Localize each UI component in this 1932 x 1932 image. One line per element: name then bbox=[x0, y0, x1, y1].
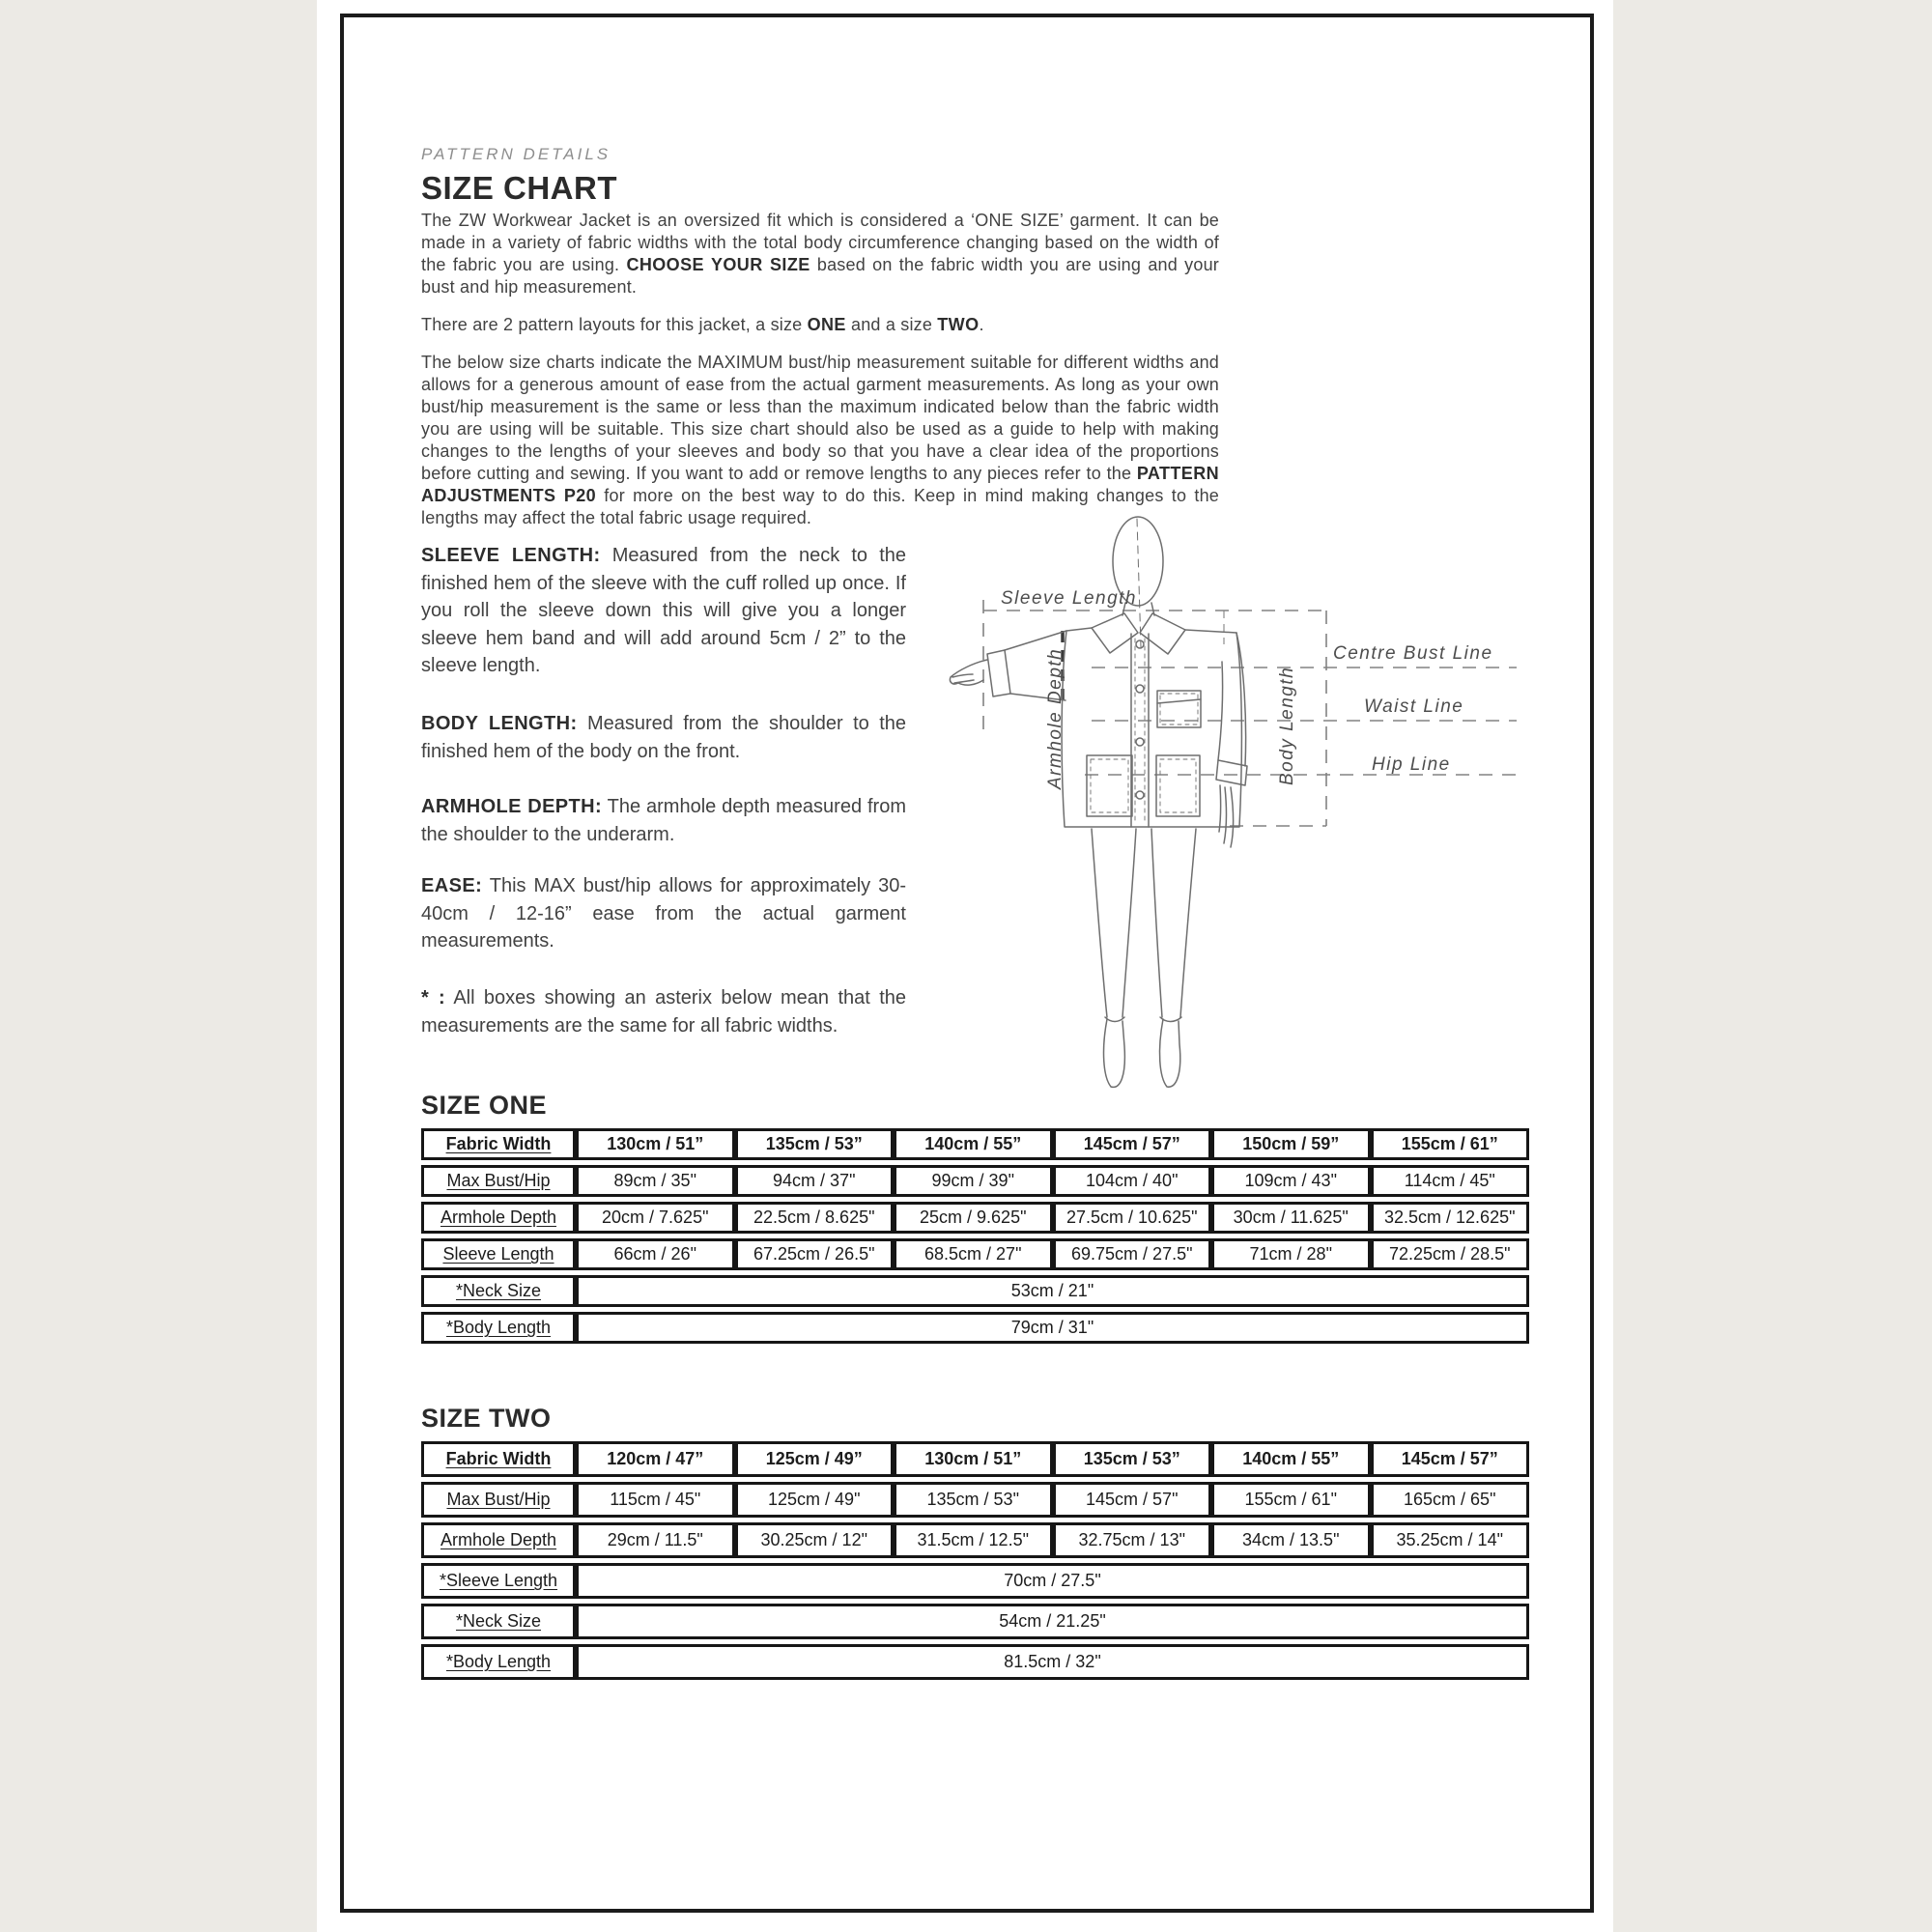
intro-paragraph-1 bbox=[421, 210, 1219, 298]
definition-text: This MAX bust/hip allows for approximately 30-40cm / 12-16” ease from the actual garment measurements. bbox=[421, 875, 906, 952]
column-header: 135cm / 53” bbox=[1053, 1441, 1212, 1477]
definition-term: EASE: bbox=[421, 875, 483, 896]
intro-p3-text-end: for more on the best way to do this. Keep in mind making changes to the lengths may affect the total fabric usage required. bbox=[421, 486, 1219, 527]
table-row-body-length bbox=[421, 1644, 1529, 1680]
definition-term: * : bbox=[421, 987, 446, 1009]
definition-term: BODY LENGTH: bbox=[421, 713, 578, 734]
table-row-max-bust-hip bbox=[421, 1165, 1529, 1197]
table-header-row bbox=[421, 1441, 1529, 1477]
cell: 68.5cm / 27" bbox=[894, 1238, 1053, 1270]
lower-pocket-left-stitching bbox=[1091, 759, 1128, 812]
column-header: 145cm / 57” bbox=[1053, 1128, 1212, 1160]
column-header-fabric-width: Fabric Width bbox=[421, 1128, 576, 1160]
definition-text: All boxes showing an asterix below mean that the measurements are the same for all fabric widths. bbox=[421, 987, 906, 1037]
right-sleeve-inner bbox=[1218, 662, 1223, 760]
cell: 32.75cm / 13" bbox=[1053, 1522, 1212, 1558]
table-row-body-length bbox=[421, 1312, 1529, 1344]
table-row-armhole-depth bbox=[421, 1202, 1529, 1234]
cell: 34cm / 13.5" bbox=[1211, 1522, 1371, 1558]
eyebrow-label: PATTERN DETAILS bbox=[421, 145, 611, 163]
table-header-row bbox=[421, 1128, 1529, 1160]
left-leg-outer bbox=[1092, 829, 1107, 1017]
column-header: 140cm / 55” bbox=[894, 1128, 1053, 1160]
table-row-sleeve-length bbox=[421, 1238, 1529, 1270]
table-row-neck-size bbox=[421, 1604, 1529, 1639]
right-foot bbox=[1160, 1019, 1180, 1087]
definition-sleeve-length bbox=[421, 542, 906, 680]
armhole-depth-diagram-label: Armhole Depth bbox=[1045, 647, 1065, 789]
cell: 20cm / 7.625" bbox=[576, 1202, 735, 1234]
cell: 89cm / 35" bbox=[576, 1165, 735, 1197]
size-one-table bbox=[421, 1123, 1529, 1349]
definition-term: SLEEVE LENGTH: bbox=[421, 545, 601, 566]
cell: 115cm / 45" bbox=[576, 1482, 735, 1518]
chest-pocket bbox=[1157, 691, 1201, 727]
size-two-table bbox=[421, 1436, 1529, 1685]
cell: 27.5cm / 10.625" bbox=[1053, 1202, 1212, 1234]
cell: 22.5cm / 8.625" bbox=[735, 1202, 895, 1234]
cell: 29cm / 11.5" bbox=[576, 1522, 735, 1558]
intro-paragraph-2 bbox=[421, 314, 1219, 336]
column-header: 135cm / 53” bbox=[735, 1128, 895, 1160]
cell: 104cm / 40" bbox=[1053, 1165, 1212, 1197]
right-cuff-band bbox=[1216, 760, 1247, 785]
left-ankle bbox=[1105, 1017, 1124, 1022]
intro-p1-text-end: based on the fabric width you are using and your bust and hip measurement. bbox=[421, 255, 1219, 297]
lower-pocket-right bbox=[1156, 755, 1200, 816]
size-one-heading: SIZE ONE bbox=[421, 1091, 548, 1120]
column-header: 130cm / 51” bbox=[576, 1128, 735, 1160]
chest-pocket-flap bbox=[1157, 699, 1201, 703]
cell: 35.25cm / 14" bbox=[1371, 1522, 1530, 1558]
row-label: *Neck Size bbox=[421, 1275, 576, 1307]
table-row-max-bust-hip bbox=[421, 1482, 1529, 1518]
document-page bbox=[317, 0, 1613, 1932]
definition-text: The armhole depth measured from the shoulder to the underarm. bbox=[421, 796, 906, 845]
cell: 67.25cm / 26.5" bbox=[735, 1238, 895, 1270]
cell-spanning: 70cm / 27.5" bbox=[576, 1563, 1529, 1599]
centre-bust-line-label: Centre Bust Line bbox=[1333, 643, 1493, 664]
cell-spanning: 81.5cm / 32" bbox=[576, 1644, 1529, 1680]
cuff-band bbox=[987, 650, 1010, 696]
cell-spanning: 53cm / 21" bbox=[576, 1275, 1529, 1307]
cell: 25cm / 9.625" bbox=[894, 1202, 1053, 1234]
jacket-body-outline bbox=[1062, 628, 1241, 827]
intro-p2-text: There are 2 pattern layouts for this jacket, a size bbox=[421, 315, 808, 334]
definition-asterisk-note bbox=[421, 984, 906, 1039]
row-label: Armhole Depth bbox=[421, 1202, 576, 1234]
cell: 109cm / 43" bbox=[1211, 1165, 1371, 1197]
page-title: SIZE CHART bbox=[421, 170, 617, 206]
right-leg-outer bbox=[1180, 829, 1196, 1017]
row-label: Sleeve Length bbox=[421, 1238, 576, 1270]
cell: 69.75cm / 27.5" bbox=[1053, 1238, 1212, 1270]
lower-pocket-right-stitching bbox=[1160, 759, 1196, 812]
row-label: *Sleeve Length bbox=[421, 1563, 576, 1599]
definition-ease bbox=[421, 872, 906, 955]
body-length-diagram-label: Body Length bbox=[1277, 666, 1297, 785]
column-header: 125cm / 49” bbox=[735, 1441, 895, 1477]
sleeve-length-diagram-label: Sleeve Length bbox=[1001, 588, 1137, 609]
right-leg-inner bbox=[1151, 829, 1162, 1017]
cell-spanning: 54cm / 21.25" bbox=[576, 1604, 1529, 1639]
row-label: Armhole Depth bbox=[421, 1522, 576, 1558]
intro-p2-mid: and a size bbox=[845, 315, 938, 334]
column-header: 140cm / 55” bbox=[1211, 1441, 1371, 1477]
intro-paragraph-3 bbox=[421, 352, 1219, 529]
centre-front-line bbox=[1137, 519, 1141, 647]
definition-text: Measured from the shoulder to the finished hem of the body on the front. bbox=[421, 713, 907, 762]
cell: 165cm / 65" bbox=[1371, 1482, 1530, 1518]
size-one-emphasis: ONE bbox=[807, 315, 846, 334]
row-label: *Neck Size bbox=[421, 1604, 576, 1639]
pattern-adjustments-emphasis: PATTERN ADJUSTMENTS P20 bbox=[421, 464, 1219, 505]
cell: 66cm / 26" bbox=[576, 1238, 735, 1270]
column-header: 145cm / 57” bbox=[1371, 1441, 1530, 1477]
intro-p2-end: . bbox=[979, 315, 984, 334]
column-header: 120cm / 47” bbox=[576, 1441, 735, 1477]
hip-line-label: Hip Line bbox=[1372, 754, 1451, 775]
definition-armhole-depth bbox=[421, 793, 906, 848]
row-label: *Body Length bbox=[421, 1644, 576, 1680]
cell: 99cm / 39" bbox=[894, 1165, 1053, 1197]
left-foot bbox=[1104, 1019, 1125, 1087]
table-row-neck-size bbox=[421, 1275, 1529, 1307]
button bbox=[1136, 791, 1144, 799]
sleeve-top-edge bbox=[1005, 631, 1066, 650]
cell: 155cm / 61" bbox=[1211, 1482, 1371, 1518]
column-header: 130cm / 51” bbox=[894, 1441, 1053, 1477]
cell: 31.5cm / 12.5" bbox=[894, 1522, 1053, 1558]
cell: 32.5cm / 12.625" bbox=[1371, 1202, 1530, 1234]
definition-body-length bbox=[421, 710, 906, 765]
cell: 125cm / 49" bbox=[735, 1482, 895, 1518]
cell: 71cm / 28" bbox=[1211, 1238, 1371, 1270]
table-row-armhole-depth bbox=[421, 1522, 1529, 1558]
right-hand bbox=[1219, 785, 1234, 847]
size-two-emphasis: TWO bbox=[937, 315, 980, 334]
collar-right bbox=[1140, 613, 1185, 654]
cell: 114cm / 45" bbox=[1371, 1165, 1530, 1197]
intro-p3-text: The below size charts indicate the MAXIMUM bust/hip measurement suitable for different widths and allows for a generous amount of ease from the actual garment measurements. As long as your own bust/hip measurement is the same or less than the maximum indicated below than the fabric width you are using will be suitable. This size chart should also be used as a guide to help with making changes to the lengths of your sleeves and body so that you have a clear idea of the proportions before cutting and sewing. If you want to add or remove lengths to any pieces refer to the bbox=[421, 353, 1219, 483]
waist-line-label: Waist Line bbox=[1364, 696, 1464, 717]
left-hand bbox=[950, 660, 987, 685]
size-two-heading: SIZE TWO bbox=[421, 1404, 552, 1433]
cell: 94cm / 37" bbox=[735, 1165, 895, 1197]
lower-pocket-left bbox=[1087, 755, 1132, 816]
row-label: Max Bust/Hip bbox=[421, 1165, 576, 1197]
column-header-fabric-width: Fabric Width bbox=[421, 1441, 576, 1477]
jacket-measurement-diagram bbox=[947, 507, 1546, 1106]
table-row-sleeve-length bbox=[421, 1563, 1529, 1599]
button bbox=[1136, 640, 1144, 648]
row-label: *Body Length bbox=[421, 1312, 576, 1344]
cell: 145cm / 57" bbox=[1053, 1482, 1212, 1518]
cell: 30cm / 11.625" bbox=[1211, 1202, 1371, 1234]
left-leg-inner bbox=[1122, 829, 1136, 1017]
choose-your-size-emphasis: CHOOSE YOUR SIZE bbox=[626, 255, 810, 274]
button bbox=[1136, 685, 1144, 693]
cell-spanning: 79cm / 31" bbox=[576, 1312, 1529, 1344]
definition-term: ARMHOLE DEPTH: bbox=[421, 796, 603, 817]
row-label: Max Bust/Hip bbox=[421, 1482, 576, 1518]
button bbox=[1136, 738, 1144, 746]
column-header: 155cm / 61” bbox=[1371, 1128, 1530, 1160]
definition-text: Measured from the neck to the finished hem of the sleeve with the cuff rolled up once. If you roll the sleeve down this will give you a longer sleeve hem band and will add around 5cm / 2” to the sleeve length. bbox=[421, 545, 906, 676]
cell: 30.25cm / 12" bbox=[735, 1522, 895, 1558]
cell: 72.25cm / 28.5" bbox=[1371, 1238, 1530, 1270]
column-header: 150cm / 59” bbox=[1211, 1128, 1371, 1160]
intro-p1-text: The ZW Workwear Jacket is an oversized fit which is considered a ‘ONE SIZE’ garment. It can be made in a variety of fabric widths with the total body circumference changing based on the width of the fabric you are using. bbox=[421, 211, 1219, 274]
cell: 135cm / 53" bbox=[894, 1482, 1053, 1518]
